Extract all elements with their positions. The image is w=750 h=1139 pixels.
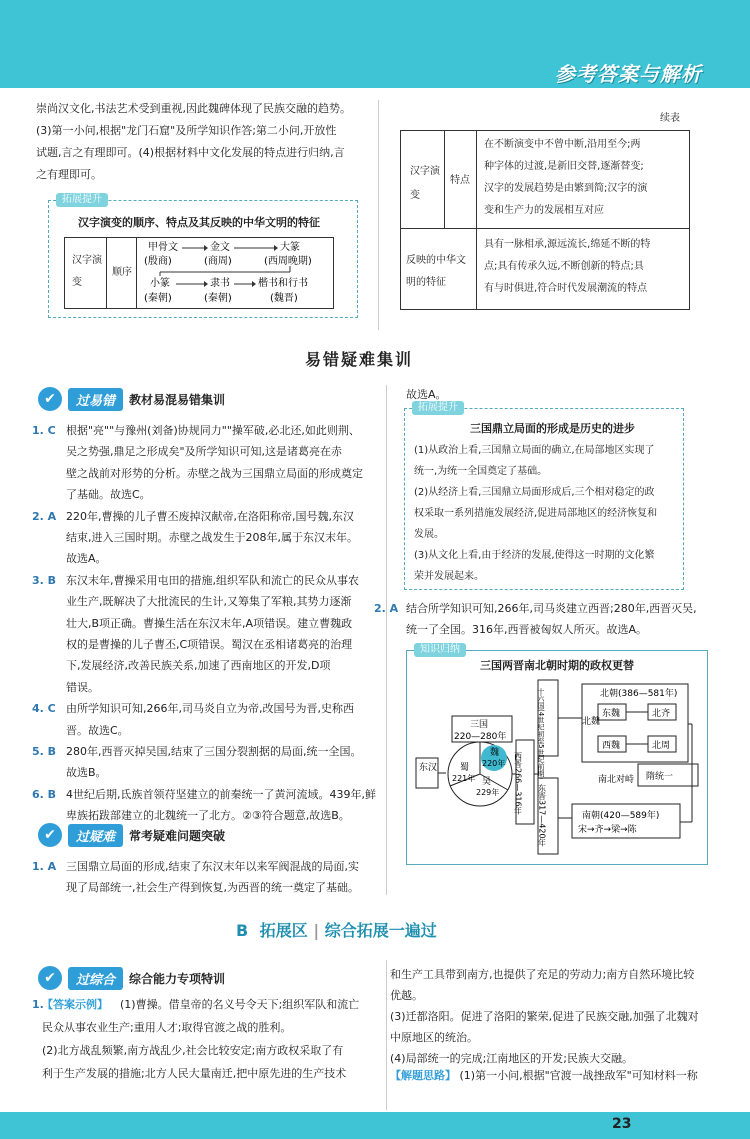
text-line: (1)从政治上看,三国鼎立局面的确立,在局部地区实现了 — [414, 445, 655, 456]
text-line: 发展。 — [414, 529, 444, 540]
text-line: 汉字的发展趋势是由繁到简;汉字的演 — [484, 183, 648, 194]
text-line: 1. — [32, 998, 44, 1011]
text-line: 权采取一系列措施发展经济,促进局部地区的经济恢复和 — [414, 508, 658, 519]
text-line: 220年,曹操的儿子曹丕废掉汉献帝,在洛阳称帝,国号魏,东汉 — [66, 509, 354, 523]
diagram-nanseq: 宋→齐→梁→陈 — [578, 825, 637, 835]
diagram-sanguo: 三国 — [470, 720, 489, 730]
text-line: 2. A — [374, 602, 399, 615]
diagram-xijin: 西晋266—316年 — [513, 752, 523, 815]
hanzi-col2: 顺序 — [112, 267, 132, 278]
text-line: 2. A — [32, 509, 57, 523]
text-line: 统一了全国。316年,西晋被匈奴人所灭。故选A。 — [406, 623, 648, 636]
text-line: 晋。故选C。 — [66, 723, 129, 737]
text-line: 在不断演变中不曾中断,沿用至今;两 — [484, 139, 641, 150]
text-line: 3. B — [32, 573, 57, 587]
text-line: 点;具有传承久远,不断创新的特点;具 — [484, 261, 644, 272]
text-line: 故选B。 — [66, 766, 107, 780]
page-number: 23 — [612, 1116, 632, 1132]
rt-a2: 特点 — [450, 175, 470, 186]
check-icon: ✔ — [38, 966, 62, 990]
text-line: 5. B — [32, 745, 57, 758]
diagram-beichao: 北朝(386—581年) — [600, 689, 678, 699]
diagram-beizhou: 北周 — [652, 741, 671, 751]
text-line: 1. A — [32, 860, 57, 873]
text-line: 试题,言之有理即可。(4)根据材料中文化发展的特点进行归纳,言 — [36, 146, 345, 159]
svg-text:大篆: 大篆 — [280, 242, 300, 253]
diagram-shiliu: 十六国(4世纪初至5世纪前期) — [537, 688, 545, 780]
diagram-xiwei: 西魏 — [602, 741, 621, 751]
text-line: 壮大,B项正确。曹操生活在东汉末年,A项错误。建立曹魏政 — [66, 616, 353, 630]
text-line: 现了局部统一,社会生产得到恢复,为西晋的统一奠定了基础。 — [66, 881, 359, 894]
section2-letter: B — [236, 921, 249, 940]
section2-t2: 综合拓展一遍过 — [324, 921, 437, 940]
text-line: (2)从经济上看,三国鼎立局面形成后,三个相对稳定的政 — [414, 487, 655, 498]
text-line: 荣并发展起来。 — [414, 571, 484, 582]
text-line: 4世纪后期,氐族首领苻坚建立的前秦统一了黄河流域。439年,鲜 — [66, 787, 376, 801]
diagram-sgy: 220—280年 — [454, 732, 507, 742]
text-line: 壁之战前对形势的分析。赤壁之战为三国鼎立局面的形成奠定 — [66, 466, 363, 480]
header-sub: 常考疑难问题突破 — [129, 828, 226, 843]
svg-text:(魏晋): (魏晋) — [270, 293, 298, 304]
diagram-dongwei: 东魏 — [602, 709, 621, 719]
text-line: (3)第一小问,根据"龙门石窟"及所学知识作答;第二小问,开放性 — [36, 124, 337, 137]
r1a-2: (殷商) — [144, 256, 172, 267]
check-icon: ✔ — [38, 387, 62, 411]
header-tag: 过综合 — [68, 967, 123, 990]
text-line: 三国鼎立局面的形成,结束了东汉末年以来军阀混战的局面,实 — [66, 860, 359, 873]
expand-tag: 拓展提升 — [412, 401, 464, 415]
text-line: 和生产工具带到南方,也提供了充足的劳动力;南方自然环境比较 — [390, 968, 695, 981]
diagram-dongjin: 东晋317—420年 — [537, 784, 547, 847]
text-line: (3)迁都洛阳。促进了洛阳的繁荣,促进了民族交融,加强了北魏对 — [390, 1010, 699, 1023]
header-sub: 教材易混易错集训 — [129, 392, 226, 407]
text-line: 优越。 — [390, 989, 423, 1002]
diagram-nanchao: 南朝(420—589年) — [582, 811, 660, 821]
svg-text:(秦朝): (秦朝) — [204, 293, 232, 304]
text-line: 中原地区的统治。 — [390, 1031, 478, 1044]
header-tag: 过疑难 — [68, 824, 123, 847]
text-line: 4. C — [32, 702, 56, 716]
svg-text:隶书: 隶书 — [210, 278, 230, 289]
text-line: 下,发展经济,改善民族关系,加速了西南地区的开发,D项 — [66, 659, 331, 673]
text-line: 错误。 — [66, 680, 99, 694]
banner-title: 参考答案与解析 — [555, 62, 702, 86]
rt-a1: 汉字演变 — [410, 166, 440, 201]
expand-title: 汉字演变的顺序、特点及其反映的中华文明的特征 — [78, 216, 320, 229]
text-line: 吴之势强,鼎足之形成矣"及所学知识可知,这是诸葛亮在赤 — [66, 445, 343, 459]
diagram-donghan: 东汉 — [419, 763, 438, 773]
text-line: 280年,西晋灭掉吴国,结束了三国分裂割据的局面,统一全国。 — [66, 745, 362, 758]
header-tag: 过易错 — [68, 388, 123, 411]
expand-title: 三国鼎立局面的形成是历史的进步 — [470, 422, 635, 435]
text-line: 有与时俱进,符合时代发展潮流的特点 — [484, 283, 648, 294]
text-line: 结合所学知识可知,266年,司马炎建立西晋;280年,西晋灭吴, — [406, 602, 697, 615]
r1a-1: 甲骨文 — [148, 242, 178, 253]
section-title-1: 易错疑难集训 — [305, 350, 414, 369]
rt-b1: 反映的中华文明的特征 — [406, 255, 466, 288]
text-line: (1)曹操。借皇帝的名义号令天下;组织军队和流亡 — [120, 998, 360, 1011]
text-line: 种字体的过渡,是新旧交替,逐渐替变; — [484, 161, 644, 172]
diagram-sui: 隋统一 — [646, 772, 674, 782]
answer-line: 故选A。 — [406, 388, 447, 401]
tip-text: (1)第一小问,根据"官渡一战挫敌军"可知材料一称 — [459, 1069, 698, 1082]
diagram-nanbei: 南北对峙 — [598, 775, 635, 785]
text-line: 【答案示例】 — [42, 998, 108, 1011]
text-line: 利于生产发展的措施;北方人民大量南迁,把中原先进的生产技术 — [42, 1067, 347, 1080]
diagram-wuy: 229年 — [476, 788, 500, 797]
text-line: 6. B — [32, 787, 57, 801]
expand-tag: 拓展提升 — [56, 193, 108, 207]
diagram-shuy: 221年 — [452, 774, 476, 783]
svg-text:(秦朝): (秦朝) — [144, 293, 172, 304]
text-line: 东汉末年,曹操采用屯田的措施,组织军队和流亡的民众从事农 — [66, 573, 359, 587]
knowledge-title: 三国两晋南北朝时期的政权更替 — [480, 659, 634, 672]
svg-text:楷书和行书: 楷书和行书 — [258, 278, 308, 289]
top-banner — [0, 0, 750, 88]
check-icon: ✔ — [38, 823, 62, 847]
text-line: (2)北方战乱频繁,南方战乱少,社会比较安定;南方政权采取了有 — [42, 1044, 344, 1057]
text-line: 结束,进入三国时期。赤壁之战发生于208年,属于东汉末年。 — [66, 531, 358, 544]
text-line: 民众从事农业生产;重用人才;取得官渡之战的胜利。 — [42, 1021, 292, 1034]
text-line: 根据"亮""与豫州(刘备)协规同力""操军破,必北还,如此则荆、 — [66, 424, 360, 437]
section2-t1: 拓展区 — [259, 921, 308, 940]
text-line: (4)局部统一的完成;江南地区的开发;民族大交融。 — [390, 1052, 633, 1065]
continued-label: 续表 — [660, 113, 680, 124]
section-title-2: B 拓展区 | 综合拓展一遍过 — [236, 921, 437, 940]
diagram-weiy: 220年 — [482, 759, 506, 768]
header-guozonghe — [36, 965, 272, 991]
svg-text:小篆: 小篆 — [150, 278, 170, 289]
text-line: 1. C — [32, 424, 56, 437]
hanzi-arrows — [140, 238, 335, 308]
svg-text:金文: 金文 — [210, 242, 230, 253]
knowledge-tag: 知识归纳 — [414, 643, 466, 657]
svg-text:(商周): (商周) — [204, 256, 232, 267]
text-line: 变和生产力的发展相互对应 — [484, 205, 604, 216]
diagram-wei: 魏 — [490, 748, 500, 758]
hanzi-col1: 汉字演变 — [72, 255, 102, 288]
diagram-shu: 蜀 — [460, 763, 470, 773]
header-sub: 综合能力专项特训 — [129, 971, 226, 986]
text-line: 权的是曹操的儿子曹丕,C项错误。蜀汉在丞相诸葛亮的治理 — [66, 638, 353, 651]
text-line: (3)从文化上看,由于经济的发展,使得这一时期的文化繁 — [414, 550, 655, 561]
tip-label: 【解题思路】 — [390, 1069, 456, 1082]
diagram-beiwei: 北魏 — [582, 717, 601, 727]
text-line: 具有一脉相承,源远流长,绵延不断的特 — [484, 239, 651, 250]
regime-diagram — [410, 678, 706, 860]
text-line: 故选A。 — [66, 552, 107, 566]
text-line: 由所学知识可知,266年,司马炎自立为帝,改国号为晋,史称西 — [66, 702, 354, 716]
text-line: 崇尚汉文化,书法艺术受到重视,因此魏碑体现了民族交融的趋势。 — [36, 102, 351, 115]
diagram-beiqi: 北齐 — [652, 709, 671, 719]
svg-text:(西周晚期): (西周晚期) — [264, 256, 312, 267]
text-line: 卑族拓跋部建立的北魏统一了北方。②③符合题意,故选B。 — [66, 809, 350, 823]
text-line: 了基础。故选C。 — [66, 488, 151, 502]
bottom-banner — [0, 1112, 750, 1139]
text-line: 统一,为统一全国奠定了基础。 — [414, 466, 548, 477]
text-line: 业生产,既解决了大批流民的生计,又筹集了军粮,其势力逐渐 — [66, 595, 352, 609]
diagram-wu: 吴 — [482, 777, 492, 787]
header-guoyicuo — [36, 386, 268, 412]
text-line: 之有理即可。 — [36, 168, 102, 181]
